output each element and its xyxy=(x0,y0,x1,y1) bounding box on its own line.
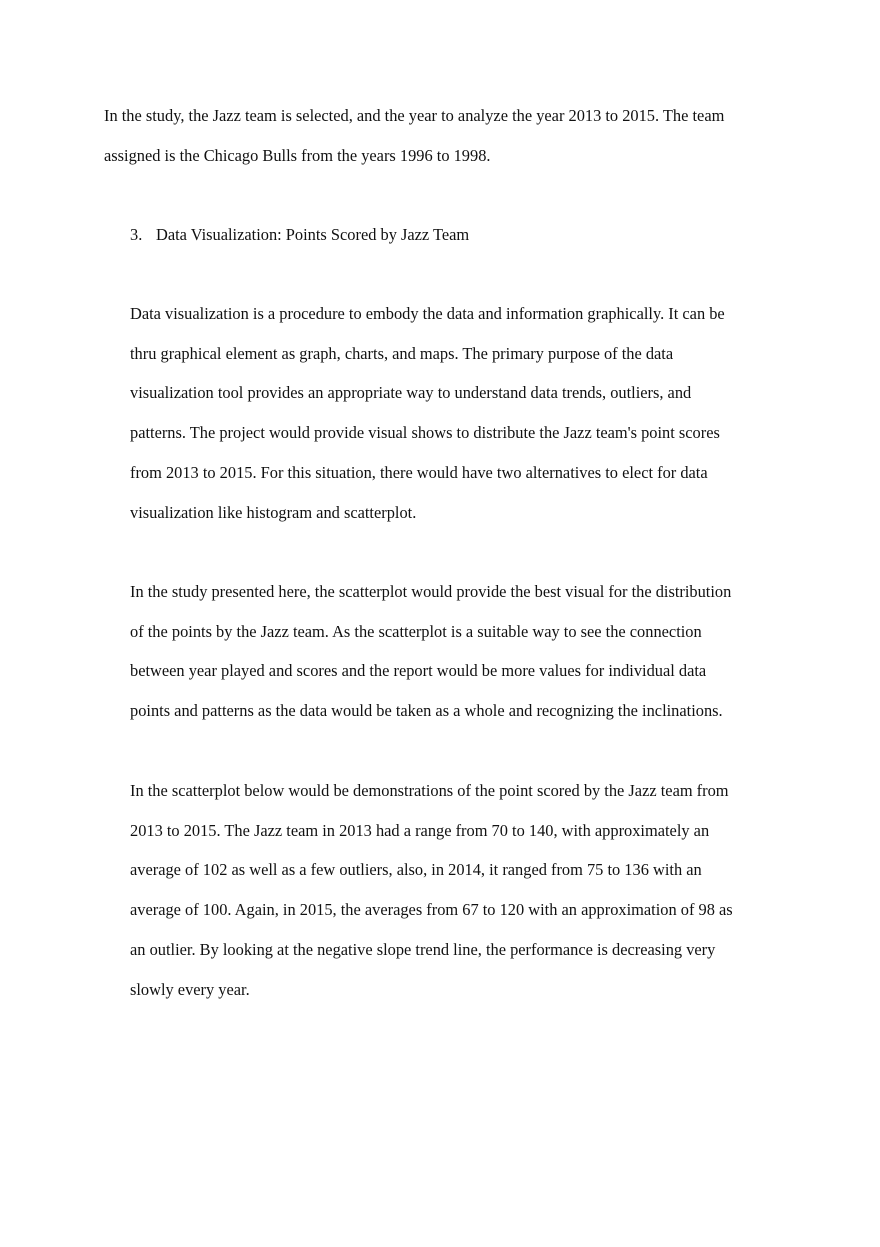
section-number: 3. xyxy=(130,225,143,244)
text-line: Data visualization is a procedure to embody the data and information graphically. It can be xyxy=(130,304,725,323)
scatterplot-choice-paragraph xyxy=(130,572,731,731)
text-line: slowly every year. xyxy=(130,979,250,999)
text-line: visualization like histogram and scatterplot. xyxy=(130,502,417,522)
text-line: average of 102 as well as a few outliers, also, in 2014, it ranged from 75 to 136 with an xyxy=(130,860,702,880)
text-line: 2013 to 2015. The Jazz team in 2013 had a range from 70 to 140, with approximately an xyxy=(130,820,710,840)
text-line: In the study, the Jazz team is selected, and the year to analyze the year 2013 to 2015. The team xyxy=(104,106,725,125)
text-line: patterns. The project would provide visual shows to distribute the Jazz team's point scores xyxy=(130,423,720,443)
text-line: visualization tool provides an appropriate way to understand data trends, outliers, and xyxy=(130,383,692,403)
visualization-paragraph xyxy=(130,294,725,532)
scatterplot-results-paragraph xyxy=(130,771,733,1009)
text-line: In the study presented here, the scatterplot would provide the best visual for the distribution xyxy=(130,582,732,601)
text-line: of the points by the Jazz team. As the scatterplot is a suitable way to see the connection xyxy=(130,621,702,641)
text-line: assigned is the Chicago Bulls from the years 1996 to 1998. xyxy=(104,145,491,165)
intro-paragraph xyxy=(104,96,724,175)
section-heading xyxy=(130,215,469,255)
text-line: between year played and scores and the report would be more values for individual data xyxy=(130,661,707,681)
text-line: thru graphical element as graph, charts, and maps. The primary purpose of the data xyxy=(130,343,674,363)
text-line: an outlier. By looking at the negative slope trend line, the performance is decreasing very xyxy=(130,939,716,959)
text-line: average of 100. Again, in 2015, the averages from 67 to 120 with an approximation of 98 as xyxy=(130,900,733,920)
section-title: Data Visualization: Points Scored by Jazz Team xyxy=(156,225,470,244)
text-line: points and patterns as the data would be taken as a whole and recognizing the inclinations. xyxy=(130,701,723,721)
text-line: from 2013 to 2015. For this situation, there would have two alternatives to elect for data xyxy=(130,462,708,482)
text-line: In the scatterplot below would be demonstrations of the point scored by the Jazz team from xyxy=(130,781,729,800)
